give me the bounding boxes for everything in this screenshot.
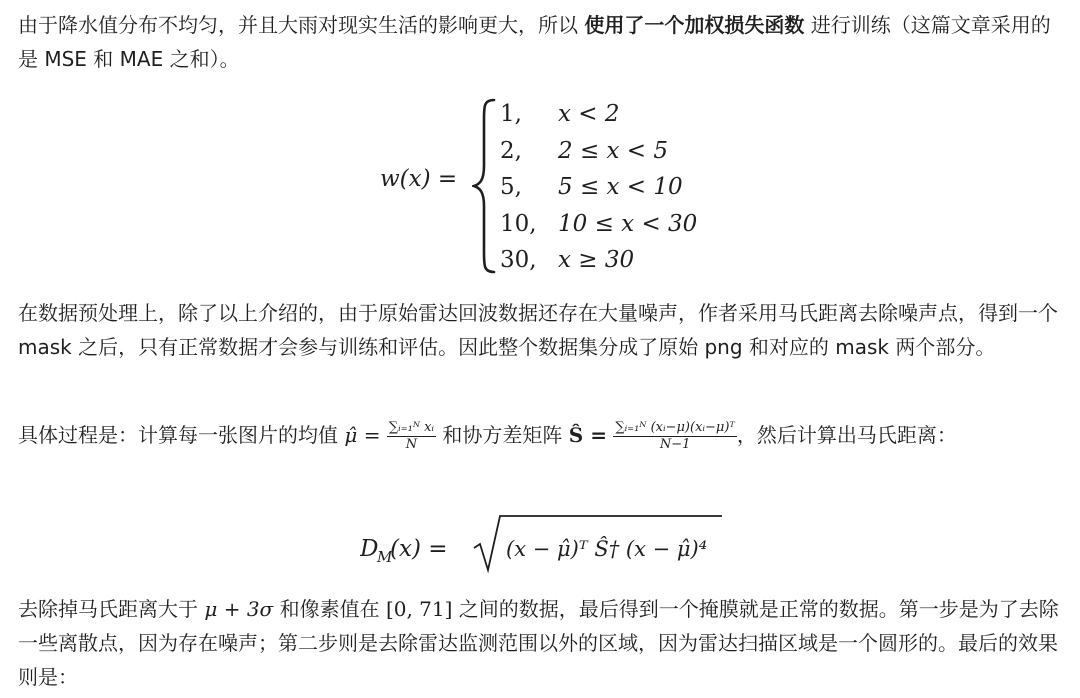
formula-lhs: D — [360, 536, 379, 562]
covariance-symbol: Ŝ = — [568, 423, 607, 447]
case-condition: 5 ≤ x < 10 — [558, 174, 683, 200]
text-segment: 之间的数据，最后得到一个掩膜就是正常的数据。第一步是为了去除一些离散点，因为存在噪声；第二步则是去除雷达监测范围以外的区域，因为雷达扫描区域是一个圆形的。最后的效果则是： — [18, 597, 1059, 689]
text-segment: 由于降水值分布不均匀，并且大雨对现实生活的影响更大，所以 — [18, 13, 585, 37]
left-brace-icon — [472, 96, 498, 276]
piecewise-weight-equation — [380, 96, 720, 276]
formula-argument: (x) = — [390, 536, 448, 562]
piecewise-case-row — [500, 133, 697, 170]
case-value: 10, — [500, 210, 537, 237]
text-segment: 和协方差矩阵 — [436, 423, 569, 447]
piecewise-case-row — [500, 206, 697, 243]
mahalanobis-formula — [360, 510, 760, 580]
case-condition: 10 ≤ x < 30 — [558, 210, 698, 237]
formula-subscript: M — [377, 548, 393, 566]
text-segment: 进行训练（这篇文章采用的是 MSE 和 MAE 之和）。 — [18, 13, 1051, 71]
mean-symbol: μ̂ = — [344, 423, 381, 447]
paragraph-process — [18, 418, 1070, 453]
piecewise-cases — [500, 96, 697, 279]
text-segment: 和像素值在 — [273, 597, 386, 621]
case-value: 1, — [500, 101, 522, 127]
fraction-denominator: N — [405, 437, 418, 452]
text-segment: 去除掉马氏距离大于 — [18, 597, 205, 621]
case-value: 5, — [500, 174, 522, 200]
fraction-denominator: N−1 — [659, 437, 691, 452]
case-condition: x < 2 — [558, 101, 620, 127]
equation-lhs: w(x) = — [380, 166, 458, 192]
paragraph-preprocessing: 在数据预处理上，除了以上介绍的，由于原始雷达回波数据还存在大量噪声，作者采用马氏距离去除噪声点，得到一个 mask 之后，只有正常数据才会参与训练和评估。因此整个数据集分成了原始 png 和对应的 mask 两个部分。 — [18, 301, 1058, 359]
covariance-fraction — [613, 420, 737, 453]
case-value: 2, — [500, 137, 522, 164]
fraction-numerator: ∑ᵢ₌₁ᴺ (xᵢ−μ)(xᵢ−μ)ᵀ — [615, 420, 735, 435]
threshold-expression: μ + 3σ — [204, 597, 274, 621]
paragraph-mask-result — [18, 592, 1070, 694]
fraction-numerator: ∑ᵢ₌₁ᴺ xᵢ — [388, 420, 435, 435]
case-condition: x ≥ 30 — [558, 247, 635, 273]
piecewise-case-row — [500, 169, 697, 206]
mean-fraction — [387, 420, 436, 453]
piecewise-case-row — [500, 96, 697, 133]
pixel-range: [0, 71] — [385, 597, 453, 621]
mahalanobis-distance-equation — [360, 510, 760, 580]
case-condition: 2 ≤ x < 5 — [558, 137, 669, 164]
piecewise-case-row — [500, 242, 697, 279]
paragraph-weighted-loss — [18, 8, 1070, 76]
text-segment: 具体过程是：计算每一张图片的均值 — [18, 423, 345, 447]
text-segment: ，然后计算出马氏距离： — [736, 423, 957, 447]
formula-radicand: (x − μ̂)ᵀ Ŝ† (x − μ̂)⁴ — [506, 537, 708, 561]
case-value: 30, — [500, 247, 537, 273]
bold-emphasis: 使用了一个加权损失函数 — [584, 13, 805, 37]
